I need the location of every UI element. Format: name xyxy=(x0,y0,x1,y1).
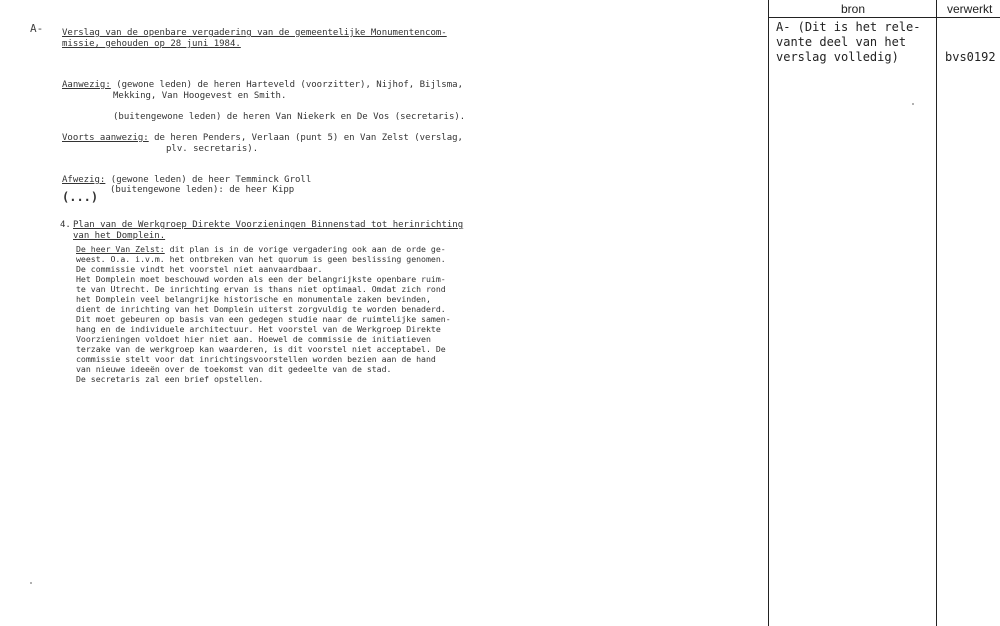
item-title-line-1: Plan van de Werkgroep Direkte Voorzieningen Binnenstad tot herinrichting xyxy=(73,220,464,230)
para-line: Dit moet gebeuren op basis van een gedegen studie naar de ruimtelijke samen- xyxy=(76,314,451,324)
afwezig-label: Afwezig: xyxy=(62,175,106,185)
para-line: hang en de individuele architectuur. Het voorstel van de Werkgroep Direkte xyxy=(76,324,441,334)
para-line: De secretaris zal een brief opstellen. xyxy=(76,374,264,384)
para-line: weest. O.a. i.v.m. het ontbreken van het quorum is geen beslissing genomen. xyxy=(76,254,446,264)
afwezig-line-2: (buitengewone leden): de heer Kipp xyxy=(110,185,295,195)
aanwezig-label: Aanwezig: xyxy=(62,80,111,90)
para-line-1: De heer Van Zelst: dit plan is in de vorige vergadering ook aan de orde ge- xyxy=(76,244,446,254)
bron-header: bron xyxy=(841,2,866,16)
para-line: te van Utrecht. De inrichting ervan is thans niet optimaal. Omdat zich rond xyxy=(76,284,446,294)
margin-marker: A- xyxy=(30,22,44,35)
para-line: het Domplein veel belangrijke historische en monumentale zaken bevinden, xyxy=(76,294,431,304)
para-line: Het Domplein moet beschouwd worden als een der belangrijkste openbare ruim- xyxy=(76,274,446,284)
verwerkt-code: bvs0192 xyxy=(945,50,996,64)
voorts-line-2: plv. secretaris). xyxy=(166,144,259,154)
voorts-row xyxy=(62,133,463,144)
para-line: commissie stelt voor dat inrichtingsvoorstellen worden bezien aan de hand xyxy=(76,354,436,364)
title-line-1: Verslag van de openbare vergadering van de gemeentelijke Monumentencom- xyxy=(62,28,447,38)
item-number: 4. xyxy=(60,220,71,230)
bron-note: A- (Dit is het rele- vante deel van het verslag volledig) xyxy=(776,20,921,64)
ellipsis-mark: (...) xyxy=(62,190,99,204)
voorts-label: Voorts aanwezig: xyxy=(62,133,149,143)
bron-column xyxy=(768,0,937,626)
aanwezig-line-2: Mekking, Van Hoogevest en Smith. xyxy=(113,91,287,101)
para-line: dient de inrichting van het Domplein uiterst zorgvuldig te worden benaderd. xyxy=(76,304,446,314)
para-line: terzake van de werkgroep kan waarderen, is dit voorstel niet acceptabel. De xyxy=(76,344,446,354)
verwerkt-header: verwerkt xyxy=(947,2,993,16)
buitengewone-leden: (buitengewone leden) de heren Van Niekerk en De Vos (secretaris). xyxy=(113,112,466,122)
item-title-line-2: van het Domplein. xyxy=(73,231,166,241)
verwerkt-column xyxy=(936,0,1000,626)
para-line: De commissie vindt het voorstel niet aanvaardbaar. xyxy=(76,264,323,274)
para-line: Voorzieningen voldoet hier niet aan. Hoewel de commissie de initiatieven xyxy=(76,334,431,344)
scan-speck xyxy=(30,582,32,584)
speaker-label: De heer Van Zelst: xyxy=(76,244,165,254)
voorts-line-1: de heren Penders, Verlaan (punt 5) en Van Zelst (verslag, xyxy=(148,133,463,143)
header-divider xyxy=(768,17,1000,18)
afwezig-line-1: (gewone leden) de heer Temminck Groll xyxy=(105,175,312,185)
aanwezig-line-1: (gewone leden) de heren Harteveld (voorzitter), Nijhof, Bijlsma, xyxy=(110,80,463,90)
para-line: van nieuwe ideeën over de toekomst van dit gedeelte van de stad. xyxy=(76,364,392,374)
title-line-2: missie, gehouden op 28 juni 1984. xyxy=(62,39,241,49)
aanwezig-row xyxy=(62,80,463,91)
